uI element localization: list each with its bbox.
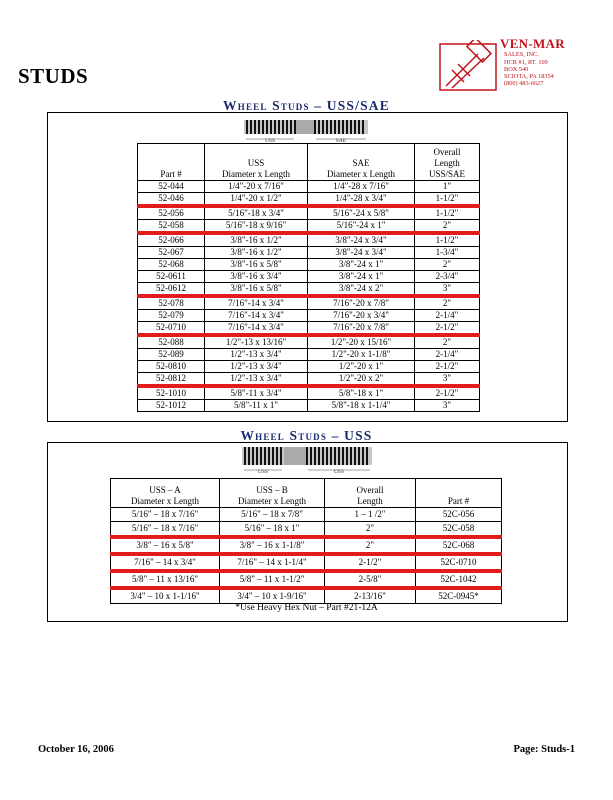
logo-line: SALES, INC.: [504, 51, 539, 58]
table-cell: 3/8"-16 x 1/2": [205, 233, 308, 247]
table-cell: 7/16"-14 x 3/4": [205, 296, 308, 310]
table-cell: 2": [415, 220, 480, 234]
table-cell: 52-078: [138, 296, 205, 310]
table-cell: 3/8" – 16 x 1-1/8": [220, 537, 325, 554]
thread-stripe: [282, 120, 284, 134]
table-cell: 2-1/2": [325, 554, 416, 571]
table-cell: 3/8"-24 x 3/4": [308, 247, 415, 259]
diagram-label: USS: [333, 469, 345, 475]
thread-stripe: [346, 120, 348, 134]
section-title-uss: Wheel Studs – USS: [240, 428, 373, 443]
table-cell: 1/4"-20 x 7/16": [205, 181, 308, 193]
table-cell: 2-1/4": [415, 349, 480, 361]
thread-stripe: [350, 447, 352, 465]
table-cell: 1/2"-13 x 3/4": [205, 373, 308, 387]
thread-stripe: [358, 120, 360, 134]
logo-name: VEN-MAR: [500, 36, 565, 51]
thread-stripe: [358, 447, 360, 465]
table-cell: 52-058: [138, 220, 205, 234]
table-cell: 5/16"-24 x 5/8": [308, 206, 415, 220]
thread-stripe: [260, 447, 262, 465]
thread-stripe: [290, 120, 292, 134]
table-cell: 1/2"-13 x 13/16": [205, 335, 308, 349]
thread-stripe: [248, 447, 250, 465]
table-row: [138, 335, 480, 349]
table-cell: 2": [415, 259, 480, 271]
logo-line: HCR #1, RT. 109: [504, 59, 548, 66]
table-cell: 52C-056: [416, 508, 502, 522]
diagram-label: USS: [264, 138, 276, 144]
thread-stripe: [280, 447, 282, 465]
table-cell: 5/16" – 18 x 1": [220, 522, 325, 538]
footer-page: Page: Studs-1: [513, 744, 575, 755]
thread-stripe: [274, 120, 276, 134]
table-header-row: [111, 479, 502, 508]
table-cell: 3/8"-24 x 1": [308, 271, 415, 283]
table-cell: 3": [415, 400, 480, 412]
table-cell: 5/16"-24 x 1": [308, 220, 415, 234]
table-cell: 1/2"-20 x 1-1/8": [308, 349, 415, 361]
table-row: [138, 271, 480, 283]
table-row: [138, 220, 480, 234]
table-cell: 52C-0945*: [416, 588, 502, 604]
column-header: USS Diameter x Length: [205, 144, 308, 181]
table-cell: 52-088: [138, 335, 205, 349]
table-cell: 3/8" – 16 x 5/8": [111, 537, 220, 554]
hammer-logo-icon: [438, 40, 502, 96]
table-row: [138, 259, 480, 271]
thread-stripe: [354, 120, 356, 134]
table-cell: 52-0810: [138, 361, 205, 373]
table-cell: 52C-058: [416, 522, 502, 538]
thread-stripe: [266, 120, 268, 134]
thread-stripe: [268, 447, 270, 465]
thread-stripe: [366, 447, 368, 465]
thread-stripe: [264, 447, 266, 465]
table-cell: 5/16" – 18 x 7/16": [111, 508, 220, 522]
table-cell: 52C-068: [416, 537, 502, 554]
table-cell: 5/16" – 18 x 7/16": [111, 522, 220, 538]
table-cell: 2": [325, 522, 416, 538]
table-cell: 3/8"-16 x 5/8": [205, 283, 308, 297]
table-cell: 3": [415, 283, 480, 297]
thread-stripe: [362, 120, 364, 134]
thread-stripe: [326, 447, 328, 465]
thread-stripe: [322, 447, 324, 465]
table-cell: 2-1/2": [415, 361, 480, 373]
table-cell: 52-089: [138, 349, 205, 361]
table-cell: 5/16" – 18 x 7/8": [220, 508, 325, 522]
thread-stripe: [318, 120, 320, 134]
section-title-uss-sae: Wheel Studs – USS/SAE: [223, 98, 390, 113]
table-row: [138, 310, 480, 322]
thread-stripe: [254, 120, 256, 134]
table-row: [138, 283, 480, 297]
table-cell: 2-1/2": [415, 386, 480, 400]
thread-stripe: [346, 447, 348, 465]
thread-stripe: [276, 447, 278, 465]
table-row: [111, 522, 502, 538]
table-row: [138, 386, 480, 400]
table-cell: 52-079: [138, 310, 205, 322]
column-header: Part #: [138, 144, 205, 181]
thread-stripe: [250, 120, 252, 134]
table-cell: 5/8"-18 x 1": [308, 386, 415, 400]
thread-stripe: [252, 447, 254, 465]
table-cell: 2-3/4": [415, 271, 480, 283]
thread-stripe: [286, 120, 288, 134]
table-row: [111, 508, 502, 522]
table-row: [138, 193, 480, 207]
thread-stripe: [246, 120, 248, 134]
table-row: [138, 206, 480, 220]
table-cell: 3/4" – 10 x 1-9/16": [220, 588, 325, 604]
thread-stripe: [338, 120, 340, 134]
table-row: [138, 400, 480, 412]
table-cell: 1/2"-13 x 3/4": [205, 349, 308, 361]
logo-line: (800) 483-6627: [504, 80, 544, 87]
table-cell: 3/8"-16 x 3/4": [205, 271, 308, 283]
table-cell: 3": [415, 373, 480, 387]
table-cell: 2": [415, 296, 480, 310]
thread-stripe: [330, 447, 332, 465]
thread-stripe: [310, 447, 312, 465]
table-row: [138, 247, 480, 259]
thread-stripe: [342, 120, 344, 134]
table-cell: 5/8"-18 x 1-1/4": [308, 400, 415, 412]
thread-stripe: [270, 120, 272, 134]
table-row: [138, 296, 480, 310]
table-cell: 52-0611: [138, 271, 205, 283]
table-cell: 7/16"-14 x 3/4": [205, 322, 308, 336]
table-cell: 7/16" – 14 x 3/4": [111, 554, 220, 571]
thread-stripe: [294, 120, 296, 134]
table-cell: 52-0710: [138, 322, 205, 336]
page-title: STUDS: [18, 64, 89, 88]
thread-stripe: [262, 120, 264, 134]
table-cell: 52-067: [138, 247, 205, 259]
logo-line: BOX 540: [504, 66, 529, 73]
table-cell: 2-1/4": [415, 310, 480, 322]
column-header: SAE Diameter x Length: [308, 144, 415, 181]
uss-sae-table: [137, 143, 480, 412]
thread-stripe: [342, 447, 344, 465]
table-cell: 7/16"-20 x 7/8": [308, 296, 415, 310]
table-cell: 1/2"-20 x 2": [308, 373, 415, 387]
table-cell: 7/16"-20 x 7/8": [308, 322, 415, 336]
table-cell: 3/8"-24 x 3/4": [308, 233, 415, 247]
table-cell: 1 – 1 /2": [325, 508, 416, 522]
column-header: Overall Length USS/SAE: [415, 144, 480, 181]
table-row: [138, 373, 480, 387]
table-cell: 1/2"-20 x 15/16": [308, 335, 415, 349]
thread-stripe: [330, 120, 332, 134]
table-cell: 3/8"-16 x 5/8": [205, 259, 308, 271]
diagram-label: SAE: [335, 138, 347, 144]
table-cell: 2-13/16": [325, 588, 416, 604]
table-cell: 52-066: [138, 233, 205, 247]
thread-stripe: [354, 447, 356, 465]
table-cell: 52C-0710: [416, 554, 502, 571]
table-cell: 52-056: [138, 206, 205, 220]
table-cell: 52-046: [138, 193, 205, 207]
thread-stripe: [350, 120, 352, 134]
column-header: USS – A Diameter x Length: [111, 479, 220, 508]
thread-stripe: [314, 447, 316, 465]
table-header-row: [138, 144, 480, 181]
table-cell: 52-1012: [138, 400, 205, 412]
table-cell: 1-1/2": [415, 206, 480, 220]
thread-stripe: [306, 447, 308, 465]
stud-diagram-icon: [242, 118, 370, 144]
table-cell: 2": [325, 537, 416, 554]
table-cell: 5/16"-18 x 9/16": [205, 220, 308, 234]
uss-table: [110, 478, 502, 604]
table-cell: 3/8"-24 x 1": [308, 259, 415, 271]
thread-stripe: [318, 447, 320, 465]
thread-stripe: [256, 447, 258, 465]
table-cell: 52-1010: [138, 386, 205, 400]
table-row: [138, 349, 480, 361]
table-cell: 2": [415, 335, 480, 349]
table-cell: 1-3/4": [415, 247, 480, 259]
table-cell: 2-1/2": [415, 322, 480, 336]
thread-stripe: [258, 120, 260, 134]
table-cell: 5/8" – 11 x 1-1/2": [220, 571, 325, 588]
thread-stripe: [334, 447, 336, 465]
table-cell: 7/16"-20 x 3/4": [308, 310, 415, 322]
thread-stripe: [322, 120, 324, 134]
table-row: [138, 233, 480, 247]
table-row: [138, 322, 480, 336]
thread-stripe: [278, 120, 280, 134]
column-header: Overall Length: [325, 479, 416, 508]
table-cell: 52-0612: [138, 283, 205, 297]
thread-stripe: [272, 447, 274, 465]
table-cell: 1/4"-28 x 3/4": [308, 193, 415, 207]
table-cell: 3/8"-16 x 1/2": [205, 247, 308, 259]
stud-diagram-icon: [240, 445, 374, 475]
table-cell: 52-068: [138, 259, 205, 271]
thread-stripe: [338, 447, 340, 465]
table-cell: 5/8"-11 x 3/4": [205, 386, 308, 400]
table-cell: 1-1/2": [415, 193, 480, 207]
table-cell: 3/4" – 10 x 1-1/16": [111, 588, 220, 604]
table-cell: 5/8"-11 x 1": [205, 400, 308, 412]
thread-stripe: [244, 447, 246, 465]
logo-line: SCIOTA, PA 18354: [504, 73, 554, 80]
thread-stripe: [326, 120, 328, 134]
table-cell: 1-1/2": [415, 233, 480, 247]
table-row: [138, 181, 480, 193]
diagram-label: USS: [257, 469, 269, 475]
company-logo: [438, 36, 578, 92]
table-cell: 1/2"-20 x 1": [308, 361, 415, 373]
table-row: [111, 537, 502, 554]
table-cell: 1/4"-28 x 7/16": [308, 181, 415, 193]
table-row: [111, 554, 502, 571]
thread-stripe: [314, 120, 316, 134]
table-cell: 52C-1042: [416, 571, 502, 588]
thread-stripe: [334, 120, 336, 134]
footer-date: October 16, 2006: [38, 744, 114, 755]
table-cell: 1/2"-13 x 3/4": [205, 361, 308, 373]
table-cell: 52-044: [138, 181, 205, 193]
table-row: [111, 571, 502, 588]
table-cell: 2-5/8": [325, 571, 416, 588]
table-cell: 52-0812: [138, 373, 205, 387]
column-header: USS – B Diameter x Length: [220, 479, 325, 508]
thread-stripe: [362, 447, 364, 465]
table-cell: 3/8"-24 x 2": [308, 283, 415, 297]
table-cell: 5/8" – 11 x 13/16": [111, 571, 220, 588]
table-row: [138, 361, 480, 373]
table-cell: 1": [415, 181, 480, 193]
table-cell: 1/4"-20 x 1/2": [205, 193, 308, 207]
table-cell: 7/16" – 14 x 1-1/4": [220, 554, 325, 571]
table-row: [111, 588, 502, 604]
table-cell: 5/16"-18 x 3/4": [205, 206, 308, 220]
column-header: Part #: [416, 479, 502, 508]
footnote: *Use Heavy Hex Nut – Part #21-12A: [235, 603, 378, 613]
table-cell: 7/16"-14 x 3/4": [205, 310, 308, 322]
